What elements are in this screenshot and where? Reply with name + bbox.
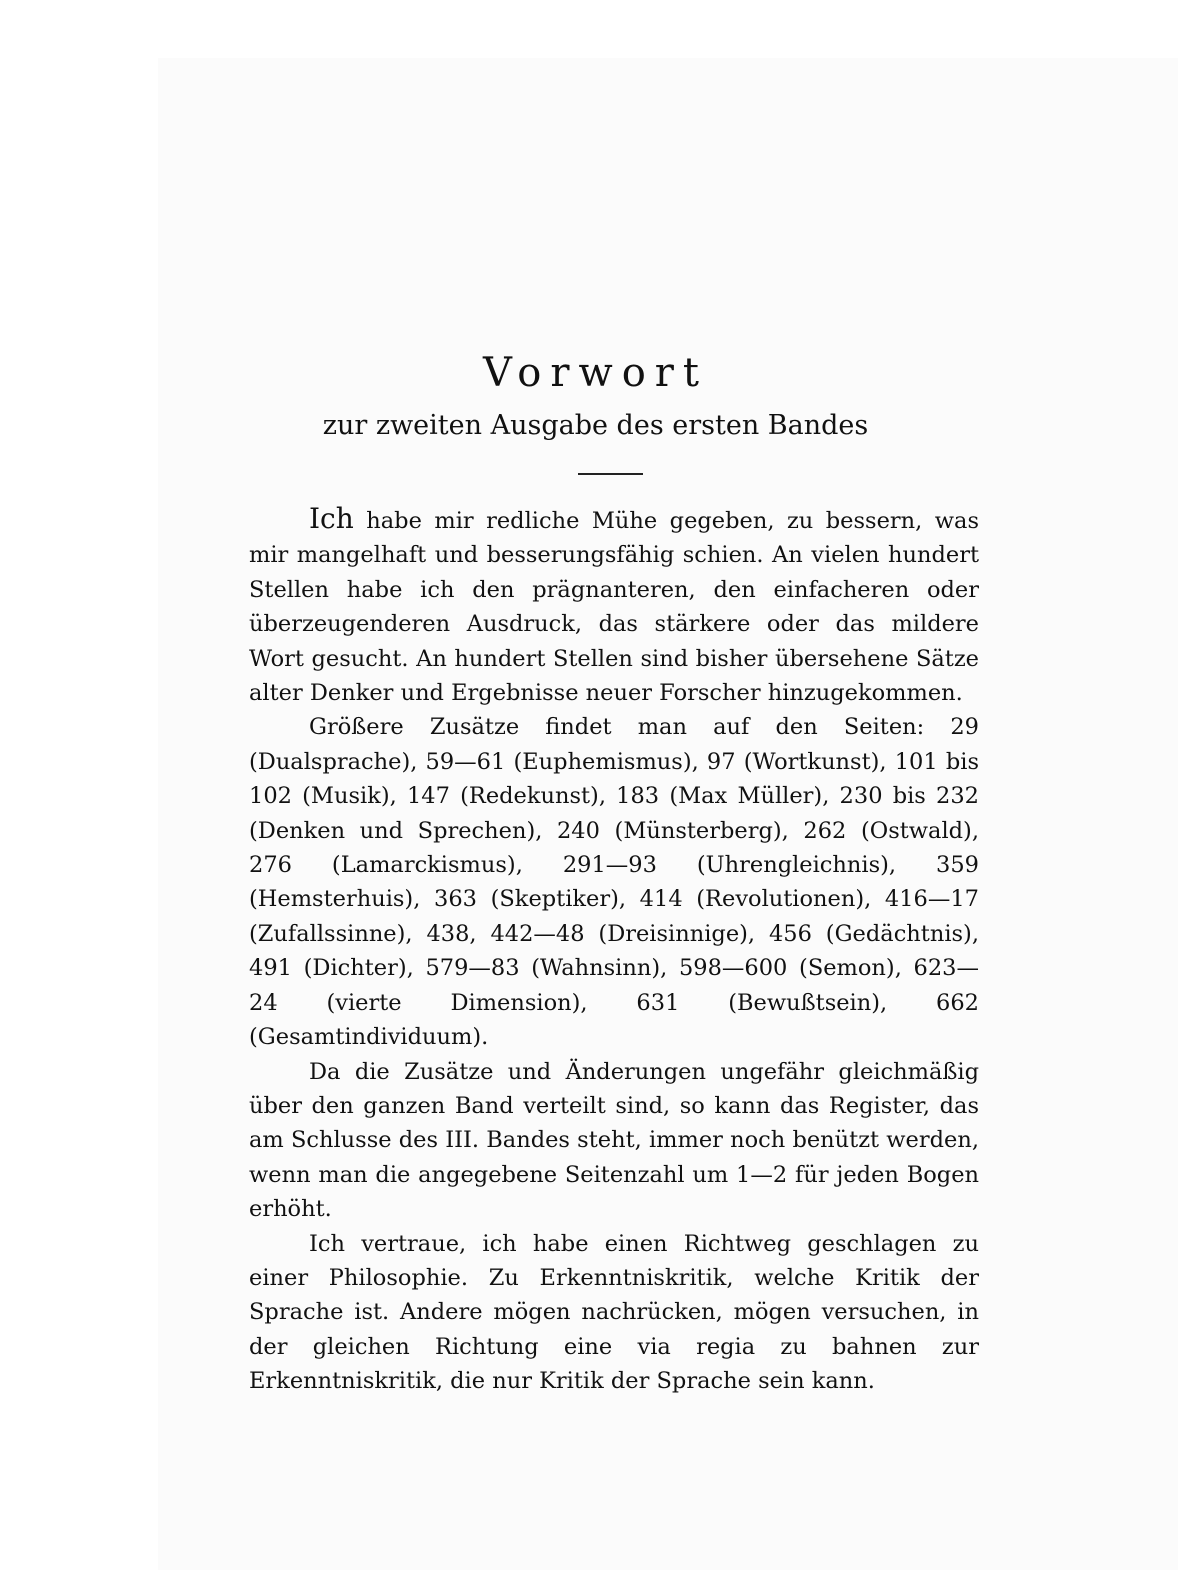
body-text <box>249 502 979 1399</box>
paragraph-3: Da die Zusätze und Änderungen ungefähr gleichmäßig über den ganzen Band verteilt sind, so kann das Register, das am Schlusse des III. Bandes steht, immer noch benützt werden, wenn man die angegebene Seitenzahl um 1—2 für jeden Bogen erhöht. <box>249 1058 979 1223</box>
page-title: Vorwort <box>483 350 708 396</box>
title-divider <box>578 473 643 475</box>
paragraph-4: Ich vertraue, ich habe einen Richtweg geschlagen zu einer Philosophie. Zu Erkenntniskritik, welche Kritik der Sprache ist. Andere mögen nachrücken, mögen versuchen, in der gleichen Richtung eine via regia zu bahnen zur Erkenntniskritik, die nur Kritik der Sprache sein kann. <box>249 1230 979 1395</box>
paragraph-1-text: habe mir redliche Mühe gegeben, zu bessern, was mir mangelhaft und besserungsfähig schien. An vielen hundert Stellen habe ich den prägnanteren, den einfacheren oder überzeugenderen Ausdruck, das stärkere oder das mildere Wort gesucht. An hundert Stellen sind bisher übersehene Sätze alter Denker und Ergebnisse neuer Forscher hinzugekommen. <box>249 508 979 707</box>
paragraph-1 <box>249 502 979 710</box>
paragraph-1-first-word: Ich <box>309 502 354 535</box>
page-subtitle: zur zweiten Ausgabe des ersten Bandes <box>322 410 869 441</box>
paragraph-2: Größere Zusätze findet man auf den Seiten: 29 (Dualsprache), 59—61 (Euphemismus), 97 (Wortkunst), 101 bis 102 (Musik), 147 (Redekunst), 183 (Max Müller), 230 bis 232 (Denken und Sprechen), 240 (Münsterberg), 262 (Ostwald), 276 (Lamarckismus), 291—93 (Uhrengleichnis), 359 (Hemsterhuis), 363 (Skeptiker), 414 (Revolutionen), 416—17 (Zufallssinne), 438, 442—48 (Dreisinnige), 456 (Gedächtnis), 491 (Dichter), 579—83 (Wahnsinn), 598—600 (Semon), 623—24 (vierte Dimension), 631 (Bewußtsein), 662 (Gesamtindividuum). <box>249 714 979 1051</box>
